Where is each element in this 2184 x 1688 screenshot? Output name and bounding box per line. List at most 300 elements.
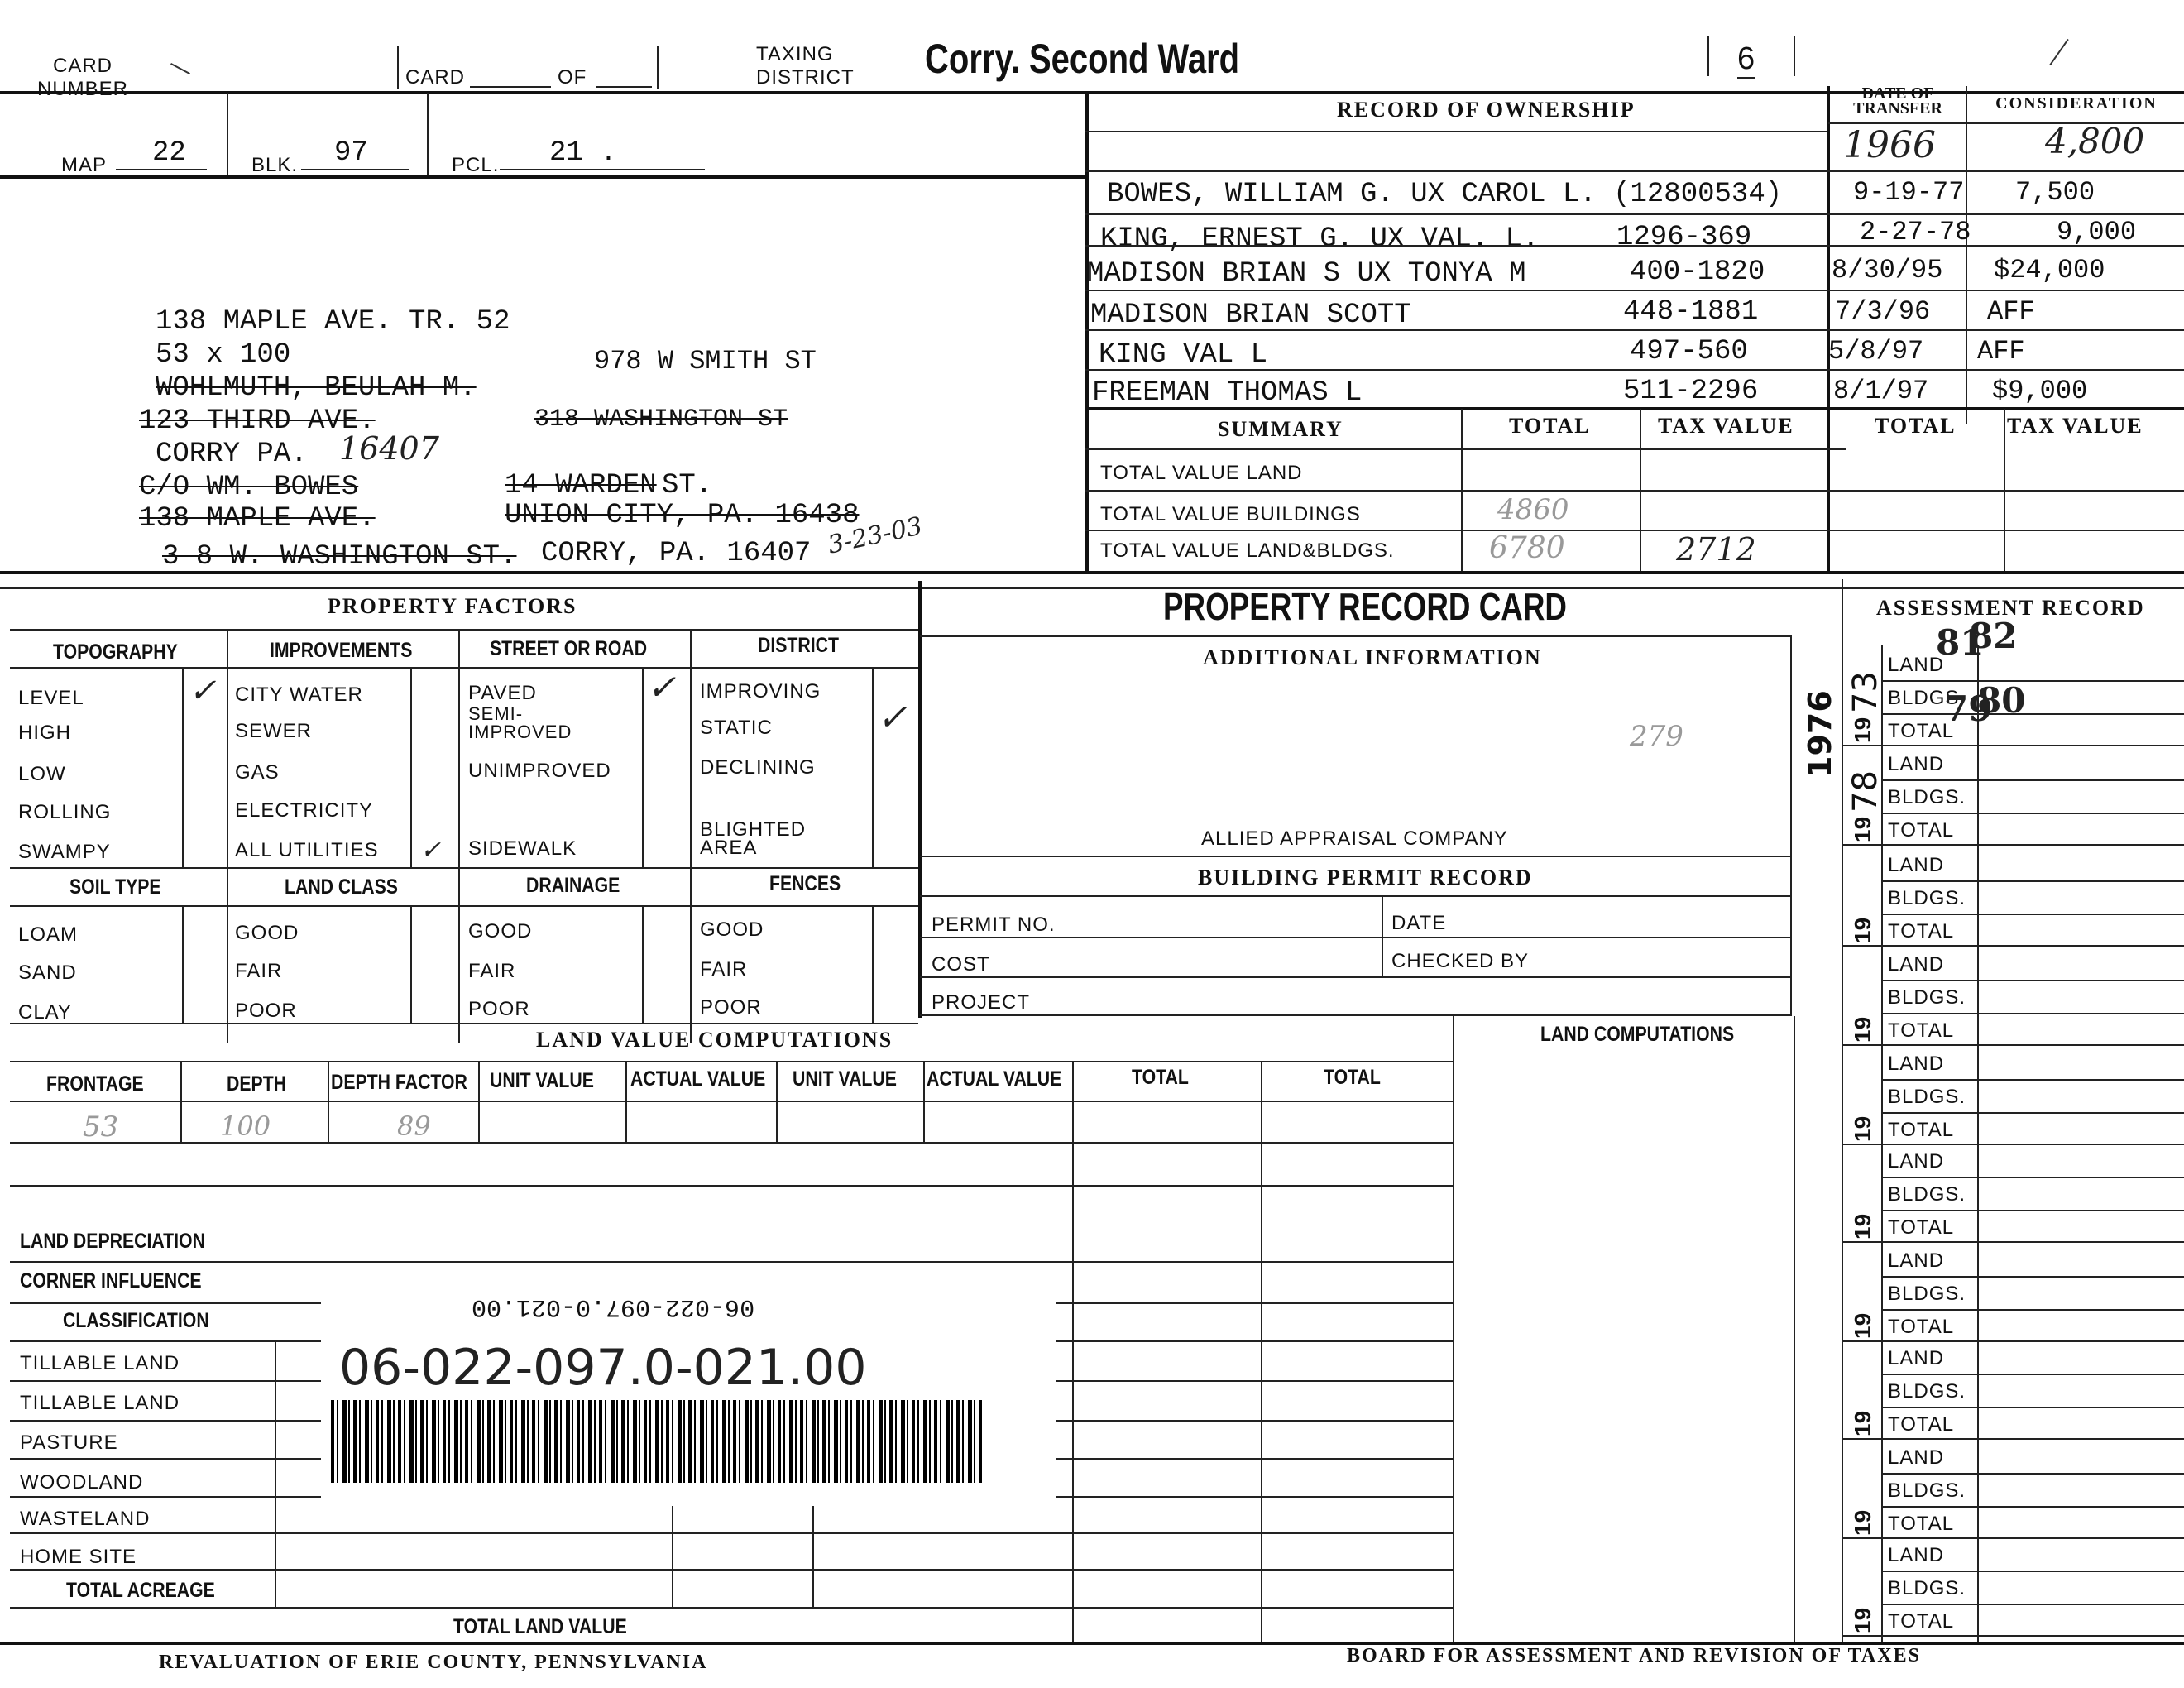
impr-all-utilities: ALL UTILITIES xyxy=(235,839,379,861)
assessment-bldgs: BLDGS. xyxy=(1888,1577,1966,1599)
summary-title: SUMMARY xyxy=(1218,417,1343,441)
address-line-7-right: UNION CITY, PA. 16438 xyxy=(505,500,860,531)
land-comp-right-border xyxy=(1794,1016,1795,1642)
soil-loam: LOAM xyxy=(18,923,79,946)
total-value-land-bldgs: TOTAL VALUE LAND&BLDGS. xyxy=(1100,539,1395,562)
lv-col-6 xyxy=(923,1061,925,1144)
lv-unit-value: UNIT VALUE xyxy=(490,1069,594,1092)
assessment-year-prefix: 19 xyxy=(1850,1213,1875,1240)
ownership-consid-divider xyxy=(1966,86,1967,424)
transfer-date: 9-19-77 xyxy=(1853,177,1965,208)
woodland: WOODLAND xyxy=(20,1471,144,1494)
wasteland: WASTELAND xyxy=(20,1508,151,1530)
factors-check-col-3 xyxy=(642,669,644,867)
card-blank xyxy=(470,86,551,88)
lv-actual-value: ACTUAL VALUE xyxy=(630,1067,766,1091)
lv-col-5 xyxy=(776,1061,778,1144)
card-box-left xyxy=(397,46,399,89)
street-sidewalk: SIDEWALK xyxy=(468,837,577,860)
assessment-total: TOTAL xyxy=(1888,1119,1955,1141)
land-value-rule-5 xyxy=(10,1261,1453,1263)
assessment-block-rule xyxy=(1842,844,2184,846)
hand-year-81: 81 xyxy=(1936,622,1985,663)
assessment-rule xyxy=(1881,1177,2184,1178)
card-number-label: CARD NUMBER xyxy=(36,55,128,100)
summary-rule-1 xyxy=(1085,448,1846,450)
assessment-total: TOTAL xyxy=(1888,920,1955,942)
impr-city-water: CITY WATER xyxy=(235,683,363,706)
owner-name: FREEMAN THOMAS L xyxy=(1092,377,1363,409)
hand-year-82: 82 xyxy=(1969,616,2018,656)
acreage-rule-6 xyxy=(10,1569,1453,1571)
address-line-6-right: 14 WARDEN xyxy=(505,470,657,501)
blk-label: BLK. xyxy=(251,154,299,176)
improvements-header: IMPROVEMENTS xyxy=(270,639,413,662)
land-comp-left-border xyxy=(1453,1016,1454,1642)
assessment-land: LAND xyxy=(1888,654,1945,676)
parcel-div-2 xyxy=(427,93,429,175)
first-consideration: 4,800 xyxy=(2045,121,2145,161)
address-line-5: CORRY PA. xyxy=(156,439,308,470)
transfer-date: 8/1/97 xyxy=(1833,376,1929,406)
soil-check-col-1 xyxy=(182,905,184,1023)
assessment-year-prefix: 19 xyxy=(1850,1509,1875,1536)
lv-col-1 xyxy=(180,1061,182,1144)
assessment-rule xyxy=(1881,914,2184,915)
fences-header: FENCES xyxy=(769,872,841,895)
drainage-fair: FAIR xyxy=(468,960,516,982)
impr-sewer: SEWER xyxy=(235,720,313,742)
mid-rule xyxy=(0,571,2184,574)
footer-right: BOARD FOR ASSESSMENT AND REVISION OF TAXES xyxy=(1347,1645,1921,1666)
card-box-right xyxy=(657,46,659,89)
land-computations-title: LAND COMPUTATIONS xyxy=(1540,1023,1735,1046)
assessment-land: LAND xyxy=(1888,953,1945,976)
blk-blank xyxy=(301,169,409,170)
assessment-total: TOTAL xyxy=(1888,1513,1955,1535)
assessment-land: LAND xyxy=(1888,1347,1945,1369)
depth-value: 100 xyxy=(220,1110,271,1142)
check-paved: ✓ xyxy=(647,667,677,707)
address-line-2: 53 x 100 xyxy=(156,339,291,371)
summary-tax-value-2: TAX VALUE xyxy=(2007,414,2143,438)
assessment-block-rule xyxy=(1842,1340,2184,1342)
assessment-rule xyxy=(1881,680,2184,682)
corner-influence: CORNER INFLUENCE xyxy=(20,1269,202,1292)
property-factors-title: PROPERTY FACTORS xyxy=(328,594,577,618)
lv-col-3 xyxy=(478,1061,480,1144)
transfer-date: 5/8/97 xyxy=(1828,336,1924,367)
lv-col-8 xyxy=(1261,1061,1262,1645)
consideration: 7,500 xyxy=(2015,177,2095,208)
summary-rule-2 xyxy=(1085,490,2184,492)
district-box-left xyxy=(1707,36,1709,76)
permit-no: PERMIT NO. xyxy=(932,914,1056,936)
acreage-rule-7 xyxy=(10,1607,1453,1609)
lv-col-7 xyxy=(1072,1061,1074,1645)
assessment-rule xyxy=(1881,980,2184,981)
consideration: $9,000 xyxy=(1992,376,2088,406)
consideration: 9,000 xyxy=(2057,217,2137,247)
pcl-label: PCL. xyxy=(452,154,500,176)
drainage-header: DRAINAGE xyxy=(526,874,620,897)
hand-year-79: 79 xyxy=(1944,688,1993,729)
drainage-poor: POOR xyxy=(468,998,530,1020)
total-acreage: TOTAL ACREAGE xyxy=(66,1579,215,1602)
summary-tax-value: TAX VALUE xyxy=(1658,414,1794,438)
owner-name: KING VAL L xyxy=(1099,339,1268,371)
permit-rule-3 xyxy=(920,976,1790,978)
assessment-block-rule xyxy=(1842,945,2184,947)
hand-year-80: 80 xyxy=(1977,680,2026,721)
permit-rule-2 xyxy=(920,937,1790,938)
address-line-4: 123 THIRD AVE. xyxy=(139,405,376,437)
assessment-block-rule xyxy=(1842,1438,2184,1440)
assessment-bldgs: BLDGS. xyxy=(1888,1183,1966,1206)
lv-col-2 xyxy=(328,1061,329,1144)
transfer-date: 7/3/96 xyxy=(1835,296,1931,327)
soil-type-header: SOIL TYPE xyxy=(69,875,161,899)
soil-check-col-4 xyxy=(872,905,874,1023)
card-number-mark xyxy=(170,63,190,74)
buildings-total-hand: 4860 xyxy=(1497,493,1569,526)
assessment-rule xyxy=(1881,1374,2184,1375)
district-header: DISTRICT xyxy=(758,634,839,657)
address-line-8-right: CORRY, PA. 16407 xyxy=(541,538,812,569)
consideration-header: CONSIDERATION xyxy=(1995,94,2158,113)
lv-total-1: TOTAL xyxy=(1132,1066,1189,1089)
owner-name: MADISON BRIAN S UX TONYA M xyxy=(1087,258,1526,290)
factors-col-3 xyxy=(690,629,692,1043)
soil-check-col-2 xyxy=(410,905,412,1023)
permit-cost: COST xyxy=(932,953,990,976)
check-level: ✓ xyxy=(189,672,217,710)
soil-check-col-3 xyxy=(642,905,644,1023)
fences-good: GOOD xyxy=(700,918,764,941)
street-semi-improved: SEMI- IMPROVED xyxy=(468,703,572,742)
summary-rule-3 xyxy=(1085,530,2184,531)
assessment-bldgs: BLDGS. xyxy=(1888,1283,1966,1305)
assessment-rule xyxy=(1881,813,2184,814)
mid-rule-2 xyxy=(0,587,2184,589)
permit-date: DATE xyxy=(1391,912,1447,934)
assessment-year-prefix: 19 xyxy=(1850,1607,1875,1633)
assessment-land: LAND xyxy=(1888,1249,1945,1272)
deed-book: 511-2296 xyxy=(1623,376,1759,407)
deed-book: 1296-369 xyxy=(1616,222,1752,253)
assessment-rule xyxy=(1881,1210,2184,1211)
assessment-bldgs: BLDGS. xyxy=(1888,887,1966,909)
total-land-value: TOTAL LAND VALUE xyxy=(453,1615,627,1638)
acreage-rule-5 xyxy=(10,1532,1453,1534)
map-blank xyxy=(116,169,207,170)
assessment-rule xyxy=(1881,1309,2184,1311)
assessment-year-prefix: 19 xyxy=(1850,1312,1875,1339)
pcl-value: 21 . xyxy=(549,137,617,169)
transfer-date: 8/30/95 xyxy=(1832,255,1943,285)
owner-name: BOWES, WILLIAM G. UX CAROL L. (12800534) xyxy=(1107,179,1783,210)
assessment-block-rule xyxy=(1842,1635,2184,1637)
permit-checked-by: CHECKED BY xyxy=(1391,950,1530,972)
assessment-left-border xyxy=(1842,579,1843,1642)
factors-right-border xyxy=(918,581,922,1018)
additional-information: ADDITIONAL INFORMATION xyxy=(1203,645,1542,669)
factors-check-col-1 xyxy=(182,669,184,867)
district-improving: IMPROVING xyxy=(700,680,821,703)
district-declining: DECLINING xyxy=(700,756,816,779)
street-header: STREET OR ROAD xyxy=(490,637,648,660)
taxing-district-value: Corry. Second Ward xyxy=(925,36,1240,82)
assessment-land: LAND xyxy=(1888,854,1945,876)
consideration: $24,000 xyxy=(1994,255,2105,285)
assessment-block-rule xyxy=(1842,1044,2184,1046)
topo-rolling: ROLLING xyxy=(18,801,112,823)
deed-book: 400-1820 xyxy=(1630,257,1765,288)
consideration: AFF xyxy=(1987,296,2035,327)
consideration: AFF xyxy=(1977,336,2025,367)
fences-poor: POOR xyxy=(700,996,762,1019)
impr-electricity: ELECTRICITY xyxy=(235,799,374,822)
factors-rule-h3 xyxy=(10,867,918,869)
lv-total-2: TOTAL xyxy=(1324,1066,1381,1089)
factors-check-col-4 xyxy=(872,669,874,867)
left-right-divider xyxy=(1085,91,1089,574)
land-class-good: GOOD xyxy=(235,922,299,944)
barcode-top-text: 06-022-097.0-021.00 xyxy=(472,1292,755,1321)
permit-col-div xyxy=(1382,895,1383,976)
permit-rule-4 xyxy=(920,1014,1790,1016)
assessment-bldgs: BLDGS. xyxy=(1888,1380,1966,1403)
address-line-1: 138 MAPLE AVE. TR. 52 xyxy=(156,306,510,338)
soil-clay: CLAY xyxy=(18,1001,72,1024)
impr-gas: GAS xyxy=(235,761,280,784)
topo-high: HIGH xyxy=(18,722,71,744)
district-box-value: 6 xyxy=(1737,41,1755,79)
assessment-bldgs: BLDGS. xyxy=(1888,687,1966,709)
assessment-total: TOTAL xyxy=(1888,720,1955,742)
footer-left: REVALUATION OF ERIE COUNTY, PENNSYLVANIA xyxy=(159,1652,708,1673)
address-zip-hand: 16407 xyxy=(339,430,439,467)
land-value-rule-3 xyxy=(10,1142,1453,1144)
assessment-rule xyxy=(1881,1112,2184,1114)
assessment-title: ASSESSMENT RECORD xyxy=(1876,596,2145,620)
deed-book: 448-1881 xyxy=(1623,296,1759,328)
fences-fair: FAIR xyxy=(700,958,748,981)
assessment-rule xyxy=(1881,1604,2184,1605)
assessment-total: TOTAL xyxy=(1888,1610,1955,1633)
district-static: STATIC xyxy=(700,717,773,739)
assessment-rule xyxy=(1881,1407,2184,1408)
land-value-title: LAND VALUE COMPUTATIONS xyxy=(536,1028,893,1052)
address-line-7: 138 MAPLE AVE. xyxy=(139,503,376,535)
address-line-3: WOHLMUTH, BEULAH M. xyxy=(156,372,477,404)
blk-value: 97 xyxy=(334,137,368,169)
additional-bottom-rule xyxy=(920,856,1790,857)
assessment-rule xyxy=(1881,1473,2184,1475)
assessment-rule xyxy=(1881,1079,2184,1081)
map-label: MAP xyxy=(61,154,108,176)
permit-rule-1 xyxy=(920,895,1790,897)
district-blighted-area: BLIGHTED AREA xyxy=(700,818,807,859)
barcode xyxy=(331,1400,984,1483)
home-site: HOME SITE xyxy=(20,1546,137,1568)
soil-sand: SAND xyxy=(18,961,77,984)
land-bldgs-tax-hand: 2712 xyxy=(1676,531,1756,568)
assessment-rule xyxy=(1881,1571,2184,1572)
ownership-row-rule-1 xyxy=(1085,170,2184,172)
factors-col-1 xyxy=(227,629,228,1043)
assessment-bldgs: BLDGS. xyxy=(1888,1086,1966,1108)
topography-header: TOPOGRAPHY xyxy=(53,640,178,664)
assessment-land: LAND xyxy=(1888,753,1945,775)
check-all-utilities: ✓ xyxy=(420,836,442,865)
assessment-block-rule xyxy=(1842,1144,2184,1145)
card-label: CARD xyxy=(405,66,466,89)
assessment-rule xyxy=(1881,1276,2184,1278)
parcel-div-1 xyxy=(227,93,228,175)
assessment-rule xyxy=(1881,1506,2184,1508)
assessment-rule xyxy=(1881,779,2184,781)
assessment-year-prefix: 19 xyxy=(1850,917,1875,943)
pcl-blank xyxy=(500,169,705,170)
assessment-rule xyxy=(1881,880,2184,882)
allied-appraisal: ALLIED APPRAISAL COMPANY xyxy=(1201,827,1508,850)
assessment-rule xyxy=(1881,713,2184,715)
ownership-row-rule-3 xyxy=(1085,245,2184,247)
address-line-6-tail: ST. xyxy=(662,470,713,501)
depth-factor-value: 89 xyxy=(397,1110,431,1142)
factors-check-col-2 xyxy=(410,669,412,867)
transfer-date: 2-27-78 xyxy=(1860,217,1971,247)
address-line-8: 3 8 W. WASHINGTON ST. xyxy=(162,541,517,573)
card-title-rule xyxy=(920,635,1792,637)
ownership-row-rule-6 xyxy=(1085,369,2184,371)
address-date-hand: 3-23-03 xyxy=(825,511,926,560)
assessment-land: LAND xyxy=(1888,1150,1945,1172)
drainage-good: GOOD xyxy=(468,920,533,942)
assessment-land: LAND xyxy=(1888,1053,1945,1075)
assessment-total: TOTAL xyxy=(1888,1019,1955,1042)
assessment-bldgs: BLDGS. xyxy=(1888,986,1966,1009)
header-check-mark xyxy=(2049,39,2068,65)
land-value-rule-4 xyxy=(10,1185,1453,1187)
of-label: OF xyxy=(558,66,587,89)
parcel-rule xyxy=(0,175,1085,179)
land-depreciation: LAND DEPRECIATION xyxy=(20,1230,205,1253)
first-transfer-year: 1966 xyxy=(1843,124,1936,166)
property-record-card-title: PROPERTY RECORD CARD xyxy=(1163,585,1567,628)
tillable-land-2: TILLABLE LAND xyxy=(20,1392,180,1414)
summary-total-2: TOTAL xyxy=(1875,414,1956,438)
assessment-block-rule xyxy=(1842,1537,2184,1539)
topo-swampy: SWAMPY xyxy=(18,841,111,863)
assessment-rule xyxy=(1881,1013,2184,1014)
assessment-year-prefix: 19 xyxy=(1850,717,1875,743)
assessment-year-prefix: 19 xyxy=(1850,816,1875,842)
total-value-land: TOTAL VALUE LAND xyxy=(1100,462,1303,484)
assessment-land: LAND xyxy=(1888,1446,1945,1469)
assessment-land: LAND xyxy=(1888,1544,1945,1566)
factors-rule-h4 xyxy=(10,905,918,907)
lv-actual-value-2: ACTUAL VALUE xyxy=(927,1067,1062,1091)
factors-bottom-rule xyxy=(10,1023,918,1024)
street-unimproved: UNIMPROVED xyxy=(468,760,611,782)
owner-name: MADISON BRIAN SCOTT xyxy=(1090,300,1411,331)
address-line-2-right: 978 W SMITH ST xyxy=(594,346,817,376)
ownership-bottom-rule xyxy=(1085,407,2184,410)
additional-hand-note: 279 xyxy=(1630,720,1684,753)
assessment-total: TOTAL xyxy=(1888,1216,1955,1239)
building-permit-title: BUILDING PERMIT RECORD xyxy=(1198,866,1533,890)
factors-col-2 xyxy=(458,629,460,1043)
address-line-6: C/O WM. BOWES xyxy=(139,472,359,503)
land-class-header: LAND CLASS xyxy=(285,875,398,899)
assessment-total: TOTAL xyxy=(1888,1413,1955,1436)
assessment-block-rule xyxy=(1842,1241,2184,1243)
assessment-year-prefix: 19 xyxy=(1850,1410,1875,1436)
ownership-header-rule xyxy=(1085,131,1828,132)
assessment-block-rule xyxy=(1842,745,2184,746)
street-paved: PAVED xyxy=(468,682,537,704)
lv-frontage: FRONTAGE xyxy=(46,1072,144,1096)
hand-year-1976: 1976 xyxy=(1802,690,1838,778)
pasture: PASTURE xyxy=(20,1431,118,1454)
land-value-rule-1 xyxy=(10,1061,1453,1062)
assessment-total: TOTAL xyxy=(1888,819,1955,842)
assessment-year-prefix: 19 xyxy=(1850,1115,1875,1142)
topo-level: LEVEL xyxy=(18,687,84,709)
lv-unit-value-2: UNIT VALUE xyxy=(793,1067,897,1091)
total-value-buildings: TOTAL VALUE BUILDINGS xyxy=(1100,503,1361,525)
classification: CLASSIFICATION xyxy=(63,1309,209,1332)
summary-total: TOTAL xyxy=(1509,414,1591,438)
land-bldgs-total-hand: 6780 xyxy=(1489,531,1565,565)
factors-rule-h xyxy=(10,629,918,631)
address-line-4-right: 318 WASHINGTON ST xyxy=(534,405,788,434)
ownership-row-rule-5 xyxy=(1085,329,2184,331)
center-right-border xyxy=(1790,635,1792,1016)
lv-depth-factor: DEPTH FACTOR xyxy=(331,1071,467,1094)
district-box-right xyxy=(1794,36,1795,76)
date-of-transfer-header: DATE OF TRANSFER xyxy=(1853,84,1942,117)
ownership-title: RECORD OF OWNERSHIP xyxy=(1337,98,1636,122)
assessment-year-suffix: 73 xyxy=(1846,671,1885,713)
frontage-value: 53 xyxy=(83,1110,119,1144)
assessment-bldgs: BLDGS. xyxy=(1888,786,1966,808)
permit-project: PROJECT xyxy=(932,991,1031,1014)
topo-low: LOW xyxy=(18,763,66,785)
assessment-bldgs: BLDGS. xyxy=(1888,1479,1966,1502)
check-static: ✓ xyxy=(877,697,908,739)
of-blank xyxy=(596,86,652,88)
tillable-land-1: TILLABLE LAND xyxy=(20,1352,180,1374)
map-value: 22 xyxy=(152,137,186,169)
assessment-total: TOTAL xyxy=(1888,1316,1955,1338)
ownership-row-rule-4 xyxy=(1085,290,2184,291)
owner-name: KING, ERNEST G. UX VAL. L. xyxy=(1100,223,1540,255)
taxing-district-label: TAXING DISTRICT xyxy=(756,43,855,89)
land-class-poor: POOR xyxy=(235,1000,297,1022)
barcode-hand-number: 06-022-097.0-021.00 xyxy=(339,1339,867,1397)
assessment-year-suffix: 78 xyxy=(1846,770,1885,813)
lv-col-4 xyxy=(625,1061,627,1144)
land-class-fair: FAIR xyxy=(235,960,283,982)
land-value-rule-2 xyxy=(10,1101,1453,1102)
deed-book: 497-560 xyxy=(1630,336,1748,367)
factors-rule-h2 xyxy=(10,667,918,669)
ownership-row-rule-2 xyxy=(1085,213,2184,215)
lv-depth: DEPTH xyxy=(227,1072,287,1096)
